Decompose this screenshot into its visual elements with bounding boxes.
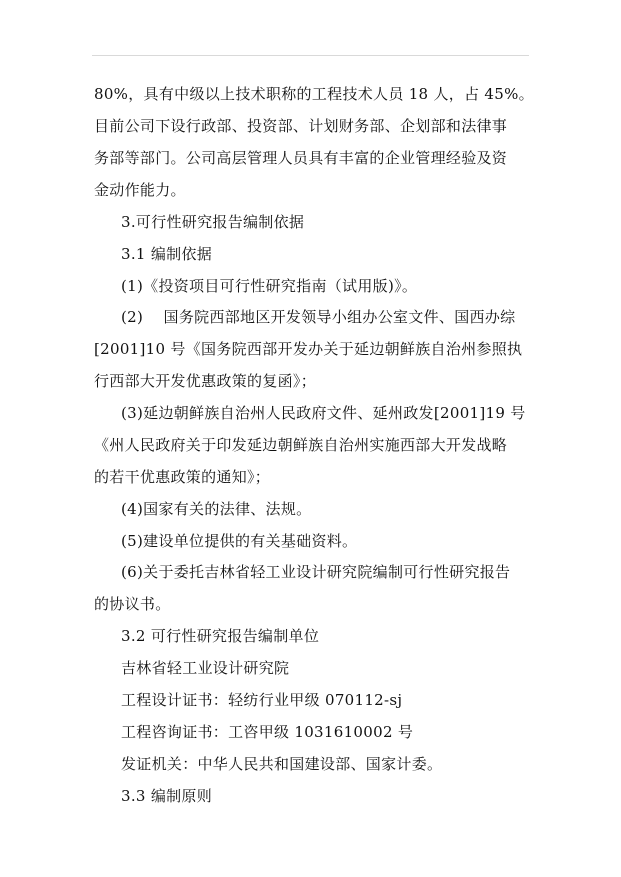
text-line: 务部等部门。公司高层管理人员具有丰富的企业管理经验及资	[94, 149, 508, 167]
list-item: (3)延边朝鲜族自治州人民政府文件、延州政发[2001]19 号	[121, 404, 526, 422]
text-line: 行西部大开发优惠政策的复函》；	[94, 372, 317, 390]
text-line: 工程咨询证书：工咨甲级 1031610002 号	[121, 723, 414, 741]
text-line: 的协议书。	[94, 595, 171, 613]
text-line: 金动作能力。	[94, 181, 186, 199]
section-heading: 3.1 编制依据	[121, 245, 213, 263]
text-line: 的若干优惠政策的通知》；	[94, 468, 271, 486]
section-heading: 3.3 编制原则	[121, 787, 213, 805]
list-item: (5)建设单位提供的有关基础资料。	[121, 532, 358, 550]
section-heading: 3.2 可行性研究报告编制单位	[121, 627, 320, 645]
list-item: (2) 国务院西部地区开发领导小组办公室文件、国西办综	[121, 308, 516, 326]
text-line: [2001]10 号《国务院西部开发办关于延边朝鲜族自治州参照执	[94, 340, 523, 358]
text-line: 吉林省轻工业设计研究院	[121, 659, 290, 677]
text-line: 《州人民政府关于印发延边朝鲜族自治州实施西部大开发战略	[94, 436, 508, 454]
text-line: 80%，具有中级以上技术职称的工程技术人员 18 人，占 45%。	[94, 85, 534, 103]
section-heading: 3.可行性研究报告编制依据	[121, 213, 305, 231]
text-line: 工程设计证书：轻纺行业甲级 070112-sj	[121, 691, 403, 709]
list-item: (4)国家有关的法律、法规。	[121, 500, 312, 518]
header-rule	[92, 55, 529, 56]
text-line: 发证机关：中华人民共和国建设部、国家计委。	[121, 755, 443, 773]
text-line: 目前公司下设行政部、投资部、计划财务部、企划部和法律事	[94, 117, 508, 135]
list-item: (6)关于委托吉林省轻工业设计研究院编制可行性研究报告	[121, 563, 511, 581]
list-item: (1)《投资项目可行性研究指南（试用版)》。	[121, 277, 418, 295]
